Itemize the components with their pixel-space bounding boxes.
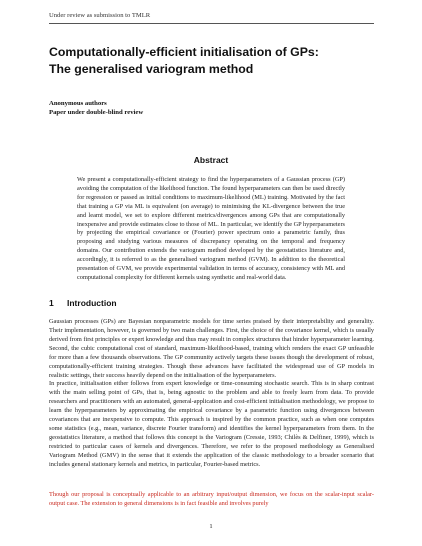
section-heading — [49, 298, 117, 308]
abstract-heading: Abstract — [193, 155, 229, 165]
affiliation: Paper under double-blind review — [49, 109, 144, 116]
intro-paragraph-1: Gaussian processes (GPs) are Bayesian nonparametric models for time series praised by their interpretability and generality. Their implementation, however, is governed by two main challenges. First, the choice of the covariance kernel, which is usually derived from first principles or expert knowledge and thus may result in complex structures that hinder hyperparameter learning. Second, the cubic computational cost of standard, maximum-likelihood-based, training which renders the exact GP unfeasible for more than a few thousands observations. The GP community actively targets these issues though the development of robust, computationally-efficient training strategies. Though these advances have facilitated the widespread use of GP models in realistic settings, their success heavily depend on the initialisation of the hyperparameters. — [49, 318, 374, 379]
abstract-body: We present a computationally-efficient strategy to find the hyperparameters of a Gaussian process (GP) avoiding the computation of the likelihood function. The found hyperparameters can then be used directly for regression or passed as initial conditions to maximum-likelihood (ML) training. Motivated by the fact that training a GP via ML is equivalent (on average) to minimising the KL-divergence between the true and learnt model, we set to explore different metrics/divergences among GPs that are computationally inexpensive and provide estimates close to those of ML. In particular, we identify the GP hyperparameters by projecting the empirical covariance or (Fourier) power spectrum onto a parametric family, thus proposing and studying various measures of discrepancy operating on the temporal and frequency domains. Our contribution extends the variogram method developed by the geostatistics literature and, accordingly, it is referred to as the generalised variogram method (GVM). In addition to the theoretical presentation of GVM, we provide experimental validation in terms of accuracy, consistency with ML and computational complexity for different kernels using synthetic and real-world data. — [77, 176, 345, 281]
authors: Anonymous authors — [49, 100, 107, 107]
title-line-2: The generalised variogram method — [49, 62, 254, 76]
title-line-1: Computationally-efficient initialisation of GPs: — [49, 45, 319, 59]
paper-title — [49, 44, 379, 78]
section-number: 1 — [49, 298, 54, 308]
header-rule — [49, 23, 374, 24]
intro-paragraph-2: In practice, initialisation either follows from expert knowledge or time-consuming stochastic search. This is in sharp contrast with the main selling point of GPs, that is, being agnostic to the problem and able to freely learn from data. To provide researchers and practitioners with an automated, general-application and cost-efficient initialisation methodology, we propose to learn the hyperparameters by approximating the empirical covariance by a parametric function using divergences between covariances that are inexpensive to compute. This approach is inspired by the common practice, such as when one computes some statistics (e.g., mean, variance, discrete Fourier transform) and identifies the kernel hyperparameters from them. In the geostatistics literature, a method that follows this concept is the Variogram (Cressie, 1993; Chilès & Delfiner, 1999), which is restricted to particular cases of kernels and divergences. Therefore, we refer to the proposed methodology as Generalised Variogram Method (GMV) in the sense that it extends the application of the classic methodology to a broader scenario that includes general stationary kernels and metrics, in particular, Fourier-based metrics. — [49, 380, 374, 468]
author-block — [49, 99, 143, 117]
page-number: 1 — [209, 523, 213, 530]
intro-paragraph-3-highlighted: Though our proposal is conceptually applicable to an arbitrary input/output dimension, we focus on the scalar-input scalar-output case. The extension to general dimensions is in fact feasible and involves purely — [49, 491, 374, 507]
running-header: Under review as submission to TMLR — [49, 12, 151, 19]
section-title: Introduction — [67, 298, 117, 308]
